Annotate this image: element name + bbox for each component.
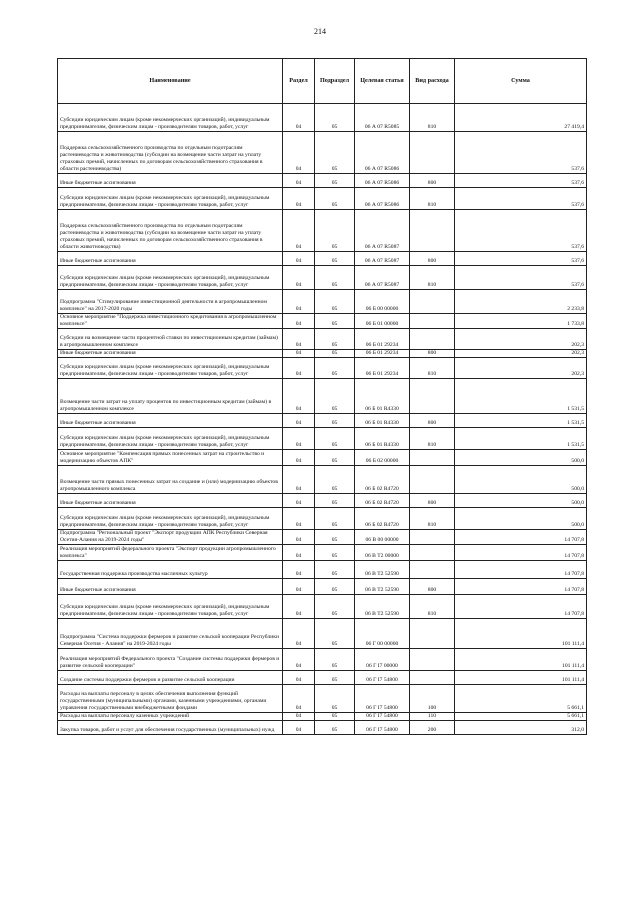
table-row xyxy=(58,358,587,379)
cell-article: 06 Г I7 54800 xyxy=(355,671,410,685)
cell-razdel: 04 xyxy=(283,290,315,314)
table-row xyxy=(58,561,587,579)
cell-podrazdel: 05 xyxy=(315,721,355,735)
table-row xyxy=(58,174,587,188)
cell-sum: 202,3 xyxy=(455,329,587,350)
cell-sum: 5 661,1 xyxy=(455,685,587,713)
cell-name: Субсидии юридическим лицам (кроме некоммерческих организаций), индивидуальным предпринимателям, физическим лицам - производителям товаров, работ, услуг xyxy=(58,266,283,290)
table-row xyxy=(58,595,587,619)
cell-vid: 810 xyxy=(410,188,455,210)
table-row xyxy=(58,414,587,428)
cell-podrazdel: 05 xyxy=(315,494,355,508)
cell-razdel: 04 xyxy=(283,210,315,252)
cell-podrazdel: 05 xyxy=(315,174,355,188)
header-name: Наименование xyxy=(58,59,283,104)
cell-article: 06 А 07 R5086 xyxy=(355,174,410,188)
cell-article: 06 А 07 R5087 xyxy=(355,266,410,290)
cell-razdel: 04 xyxy=(283,508,315,530)
cell-razdel: 04 xyxy=(283,174,315,188)
cell-name: Реализация мероприятий федерального проекта "Экспорт продукции агропромышленного комплекса" xyxy=(58,545,283,561)
page-number: 214 xyxy=(314,27,326,36)
cell-vid: 810 xyxy=(410,358,455,379)
cell-sum: 101 111,4 xyxy=(455,619,587,649)
cell-vid xyxy=(410,545,455,561)
cell-article: 06 Б 00 00000 xyxy=(355,290,410,314)
cell-vid xyxy=(410,314,455,329)
cell-podrazdel: 05 xyxy=(315,290,355,314)
cell-podrazdel: 05 xyxy=(315,266,355,290)
cell-article: 06 В Т2 52590 xyxy=(355,595,410,619)
table-row xyxy=(58,290,587,314)
cell-sum: 537,6 xyxy=(455,132,587,174)
cell-podrazdel: 05 xyxy=(315,595,355,619)
cell-article: 06 В Т2 00000 xyxy=(355,545,410,561)
table-row xyxy=(58,530,587,545)
cell-article: 06 А 07 R5086 xyxy=(355,132,410,174)
cell-razdel: 04 xyxy=(283,450,315,466)
cell-podrazdel: 05 xyxy=(315,329,355,350)
cell-vid xyxy=(410,619,455,649)
cell-razdel: 04 xyxy=(283,104,315,132)
cell-vid: 810 xyxy=(410,104,455,132)
cell-name: Возмещение части прямых понесенных затрат на создание и (или) модернизацию объектов агропромышленного комплекса xyxy=(58,466,283,494)
table-row xyxy=(58,494,587,508)
table-row xyxy=(58,671,587,685)
table-row xyxy=(58,545,587,561)
cell-sum: 202,3 xyxy=(455,350,587,358)
cell-sum: 500,0 xyxy=(455,450,587,466)
cell-name: Иные бюджетные ассигнования xyxy=(58,494,283,508)
cell-article: 06 Б 01 R4330 xyxy=(355,414,410,428)
cell-sum: 537,6 xyxy=(455,174,587,188)
cell-article: 06 Б 01 00000 xyxy=(355,314,410,329)
cell-sum: 1 531,5 xyxy=(455,428,587,450)
cell-podrazdel: 05 xyxy=(315,508,355,530)
table-row xyxy=(58,508,587,530)
cell-vid xyxy=(410,450,455,466)
cell-sum: 14 707,8 xyxy=(455,530,587,545)
cell-name: Государственная поддержка производства масличных культур xyxy=(58,561,283,579)
cell-article: 06 Б 01 R4330 xyxy=(355,379,410,414)
cell-podrazdel: 05 xyxy=(315,545,355,561)
cell-vid: 810 xyxy=(410,266,455,290)
cell-razdel: 04 xyxy=(283,466,315,494)
cell-article: 06 А 07 R5087 xyxy=(355,210,410,252)
cell-article: 06 Г I7 54800 xyxy=(355,685,410,713)
cell-vid: 800 xyxy=(410,174,455,188)
cell-name: Субсидии юридическим лицам (кроме некоммерческих организаций), индивидуальным предпринимателям, физическим лицам - производителям товаров, работ, услуг xyxy=(58,428,283,450)
cell-podrazdel: 05 xyxy=(315,619,355,649)
cell-sum: 1 531,5 xyxy=(455,414,587,428)
cell-razdel: 04 xyxy=(283,713,315,721)
cell-name: Субсидии юридическим лицам (кроме некоммерческих организаций), индивидуальным предпринимателям, физическим лицам - производителям товаров, работ, услуг xyxy=(58,595,283,619)
cell-article: 06 Б 01 29234 xyxy=(355,350,410,358)
cell-razdel: 04 xyxy=(283,619,315,649)
cell-article: 06 Г I7 54800 xyxy=(355,713,410,721)
cell-article: 06 В Т2 52590 xyxy=(355,579,410,595)
cell-razdel: 04 xyxy=(283,685,315,713)
cell-vid: 810 xyxy=(410,428,455,450)
cell-razdel: 04 xyxy=(283,314,315,329)
cell-razdel: 04 xyxy=(283,414,315,428)
cell-razdel: 04 xyxy=(283,579,315,595)
table-row xyxy=(58,188,587,210)
cell-razdel: 04 xyxy=(283,595,315,619)
cell-podrazdel: 05 xyxy=(315,188,355,210)
table-row xyxy=(58,314,587,329)
table-row xyxy=(58,579,587,595)
table-row xyxy=(58,132,587,174)
table-row xyxy=(58,329,587,350)
table-row xyxy=(58,350,587,358)
cell-name: Возмещение части затрат на уплату процентов по инвестиционным кредитам (займам) в агропромышленном комплексе xyxy=(58,379,283,414)
cell-name: Субсидии на возмещение части процентной ставки по инвестиционным кредитам (займам) в агропромышленном комплексе xyxy=(58,329,283,350)
cell-article: 06 В 00 00000 xyxy=(355,530,410,545)
cell-podrazdel: 05 xyxy=(315,350,355,358)
cell-podrazdel: 05 xyxy=(315,428,355,450)
cell-vid xyxy=(410,329,455,350)
cell-podrazdel: 05 xyxy=(315,530,355,545)
cell-sum: 5 661,1 xyxy=(455,713,587,721)
cell-podrazdel: 05 xyxy=(315,649,355,671)
cell-razdel: 04 xyxy=(283,358,315,379)
cell-sum: 537,6 xyxy=(455,210,587,252)
cell-sum: 14 707,8 xyxy=(455,545,587,561)
cell-razdel: 04 xyxy=(283,530,315,545)
cell-sum: 2 233,8 xyxy=(455,290,587,314)
cell-name: Подпрограмма "Стимулирование инвестиционной деятельности в агропромышленном комплексе" на 2017-2020 годы xyxy=(58,290,283,314)
cell-sum: 1 733,8 xyxy=(455,314,587,329)
cell-article: 06 Б 01 29234 xyxy=(355,358,410,379)
cell-article: 06 Б 02 R4720 xyxy=(355,494,410,508)
cell-podrazdel: 05 xyxy=(315,579,355,595)
header-article: Целевая статья xyxy=(355,59,410,104)
cell-article: 06 Г I7 00000 xyxy=(355,649,410,671)
cell-razdel: 04 xyxy=(283,494,315,508)
cell-podrazdel: 05 xyxy=(315,713,355,721)
cell-article: 06 Б 02 00000 xyxy=(355,450,410,466)
cell-podrazdel: 05 xyxy=(315,132,355,174)
cell-name: Расходы на выплаты персоналу в целях обеспечения выполнения функций государственными (муниципальными) органами, казенными учреждениями, органами управления государственными внебюджетными фондами xyxy=(58,685,283,713)
cell-vid: 800 xyxy=(410,494,455,508)
cell-sum: 27 419,4 xyxy=(455,104,587,132)
cell-vid xyxy=(410,671,455,685)
cell-razdel: 04 xyxy=(283,649,315,671)
table-row xyxy=(58,104,587,132)
cell-podrazdel: 05 xyxy=(315,379,355,414)
cell-sum: 14 707,8 xyxy=(455,579,587,595)
cell-sum: 202,3 xyxy=(455,358,587,379)
cell-vid xyxy=(410,466,455,494)
budget-table xyxy=(57,58,587,735)
header-row xyxy=(58,59,587,104)
cell-vid: 800 xyxy=(410,252,455,266)
cell-vid: 100 xyxy=(410,685,455,713)
header-vid: Вид расхода xyxy=(410,59,455,104)
header-razdel: Раздел xyxy=(283,59,315,104)
cell-article: 06 Б 01 29234 xyxy=(355,329,410,350)
cell-sum: 14 707,8 xyxy=(455,595,587,619)
cell-vid xyxy=(410,210,455,252)
cell-name: Расходы на выплаты персоналу казенных учреждений xyxy=(58,713,283,721)
table-row xyxy=(58,266,587,290)
cell-podrazdel: 05 xyxy=(315,450,355,466)
cell-name: Субсидии юридическим лицам (кроме некоммерческих организаций), индивидуальным предпринимателям, физическим лицам - производителям товаров, работ, услуг xyxy=(58,104,283,132)
cell-razdel: 04 xyxy=(283,379,315,414)
table-body xyxy=(58,104,587,735)
cell-name: Основное мероприятие "Компенсация прямых понесенных затрат на строительство и модернизацию объектов АПК" xyxy=(58,450,283,466)
cell-razdel: 04 xyxy=(283,132,315,174)
cell-vid: 800 xyxy=(410,414,455,428)
cell-razdel: 04 xyxy=(283,329,315,350)
cell-article: 06 Б 02 R4720 xyxy=(355,466,410,494)
table-row xyxy=(58,450,587,466)
cell-vid: 810 xyxy=(410,508,455,530)
cell-name: Субсидии юридическим лицам (кроме некоммерческих организаций), индивидуальным предпринимателям, физическим лицам - производителям товаров, работ, услуг xyxy=(58,508,283,530)
cell-vid: 810 xyxy=(410,595,455,619)
cell-podrazdel: 05 xyxy=(315,314,355,329)
table-row xyxy=(58,619,587,649)
cell-article: 06 Б 01 R4330 xyxy=(355,428,410,450)
cell-sum: 500,0 xyxy=(455,508,587,530)
cell-name: Закупка товаров, работ и услуг для обеспечения государственных (муниципальных) нужд xyxy=(58,721,283,735)
cell-name: Иные бюджетные ассигнования xyxy=(58,174,283,188)
cell-name: Иные бюджетные ассигнования xyxy=(58,414,283,428)
cell-vid xyxy=(410,530,455,545)
cell-name: Иные бюджетные ассигнования xyxy=(58,252,283,266)
cell-sum: 312,0 xyxy=(455,721,587,735)
cell-name: Поддержка сельскохозяйственного производства по отдельным подотраслям растениеводства и животноводства (субсидии на возмещение части затрат на уплату страховых премий, начисленных по договорам сельскохозяйственного страхования в области растениеводства) xyxy=(58,132,283,174)
cell-name: Подпрограмма "Региональный проект "Экспорт продукции АПК Республики Северная Осетия-Алания на 2019-2024 годы" xyxy=(58,530,283,545)
table-row xyxy=(58,721,587,735)
table-row xyxy=(58,713,587,721)
header-sum: Сумма xyxy=(455,59,587,104)
cell-sum: 537,6 xyxy=(455,188,587,210)
cell-vid xyxy=(410,649,455,671)
cell-vid: 110 xyxy=(410,713,455,721)
cell-sum: 537,6 xyxy=(455,252,587,266)
cell-article: 06 В Т2 52590 xyxy=(355,561,410,579)
cell-podrazdel: 05 xyxy=(315,561,355,579)
cell-article: 06 А 07 R5085 xyxy=(355,104,410,132)
cell-article: 06 Г 00 00000 xyxy=(355,619,410,649)
cell-razdel: 04 xyxy=(283,671,315,685)
cell-vid xyxy=(410,290,455,314)
cell-podrazdel: 05 xyxy=(315,104,355,132)
cell-razdel: 04 xyxy=(283,188,315,210)
table-row xyxy=(58,466,587,494)
cell-name: Реализация мероприятий Федерального проекта "Создание системы поддержки фермеров и развитие сельской кооперации" xyxy=(58,649,283,671)
cell-article: 06 Г I7 54800 xyxy=(355,721,410,735)
cell-name: Создание системы поддержки фермеров и развитие сельской кооперации xyxy=(58,671,283,685)
cell-sum: 1 531,5 xyxy=(455,379,587,414)
cell-sum: 101 111,4 xyxy=(455,671,587,685)
cell-vid: 800 xyxy=(410,350,455,358)
table-row xyxy=(58,252,587,266)
cell-podrazdel: 05 xyxy=(315,358,355,379)
cell-podrazdel: 05 xyxy=(315,414,355,428)
cell-name: Субсидии юридическим лицам (кроме некоммерческих организаций), индивидуальным предпринимателям, физическим лицам - производителям товаров, работ, услуг xyxy=(58,188,283,210)
cell-name: Основное мероприятие "Поддержка инвестиционного кредитования в агропромышленном комплексе" xyxy=(58,314,283,329)
cell-razdel: 04 xyxy=(283,350,315,358)
cell-razdel: 04 xyxy=(283,545,315,561)
cell-name: Иные бюджетные ассигнования xyxy=(58,579,283,595)
cell-podrazdel: 05 xyxy=(315,252,355,266)
cell-name: Поддержка сельскохозяйственного производства по отдельным подотраслям растениеводства и животноводства (субсидии на возмещение части затрат на уплату страховых премий, начисленных по договорам сельскохозяйственного страхования в области животноводства) xyxy=(58,210,283,252)
cell-article: 06 Б 02 R4720 xyxy=(355,508,410,530)
cell-podrazdel: 05 xyxy=(315,466,355,494)
cell-podrazdel: 05 xyxy=(315,210,355,252)
cell-vid xyxy=(410,132,455,174)
cell-article: 06 А 07 R5086 xyxy=(355,188,410,210)
cell-podrazdel: 05 xyxy=(315,685,355,713)
cell-name: Подпрограмма "Система поддержки фермеров и развитие сельской кооперации Республики Северная Осетия - Алания" на 2019-2024 годы xyxy=(58,619,283,649)
table-row xyxy=(58,685,587,713)
cell-razdel: 04 xyxy=(283,252,315,266)
cell-razdel: 04 xyxy=(283,721,315,735)
cell-vid: 200 xyxy=(410,721,455,735)
cell-razdel: 04 xyxy=(283,561,315,579)
cell-vid xyxy=(410,379,455,414)
cell-razdel: 04 xyxy=(283,428,315,450)
table-row xyxy=(58,210,587,252)
cell-razdel: 04 xyxy=(283,266,315,290)
cell-vid: 800 xyxy=(410,579,455,595)
cell-sum: 500,0 xyxy=(455,466,587,494)
table-row xyxy=(58,379,587,414)
cell-sum: 14 707,8 xyxy=(455,561,587,579)
header-podrazdel: Подраздел xyxy=(315,59,355,104)
table-row xyxy=(58,649,587,671)
cell-name: Иные бюджетные ассигнования xyxy=(58,350,283,358)
cell-name: Субсидии юридическим лицам (кроме некоммерческих организаций), индивидуальным предпринимателям, физическим лицам - производителям товаров, работ, услуг xyxy=(58,358,283,379)
cell-article: 06 А 07 R5087 xyxy=(355,252,410,266)
cell-sum: 101 111,4 xyxy=(455,649,587,671)
cell-podrazdel: 05 xyxy=(315,671,355,685)
table-row xyxy=(58,428,587,450)
cell-sum: 537,6 xyxy=(455,266,587,290)
cell-vid xyxy=(410,561,455,579)
cell-sum: 500,0 xyxy=(455,494,587,508)
